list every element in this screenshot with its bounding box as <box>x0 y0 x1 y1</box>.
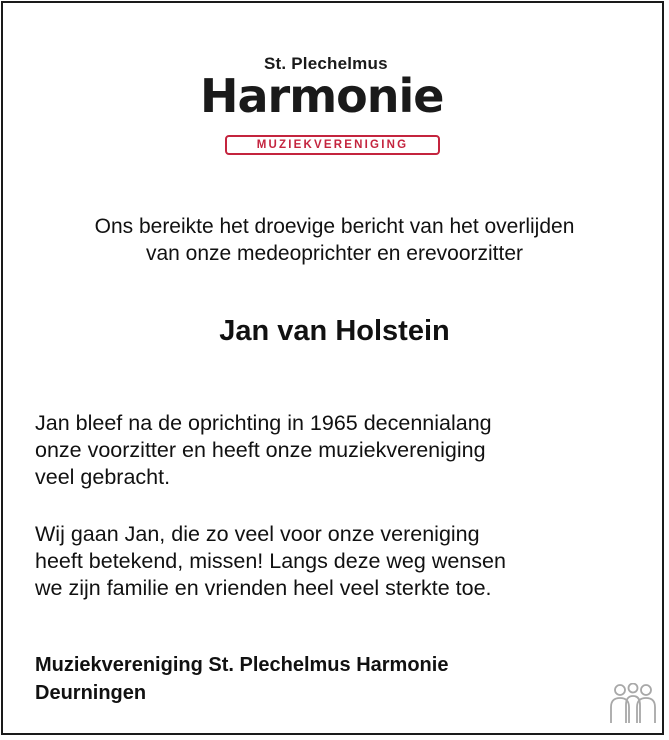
paragraph-line: heeft betekend, missen! Langs deze weg wensen <box>35 549 506 573</box>
signature-line: Deurningen <box>35 682 147 704</box>
paragraph-line: onze voorzitter en heeft onze muziekvereniging <box>35 438 486 462</box>
body-paragraph-2 <box>35 521 635 602</box>
intro-text <box>20 213 649 267</box>
signature <box>35 651 595 707</box>
deceased-name: Jan van Holstein <box>219 315 450 347</box>
body-paragraph-1 <box>35 410 635 491</box>
logo-title: Harmonie <box>200 69 444 123</box>
family-icon <box>607 683 659 725</box>
paragraph-line: veel gebracht. <box>35 465 171 489</box>
intro-line: van onze medeoprichter en erevoorzitter <box>145 242 524 265</box>
intro-line: Ons bereikte het droevige bericht van het overlijden <box>94 215 575 238</box>
association-logo <box>200 52 470 162</box>
paragraph-line: Wij gaan Jan, die zo veel voor onze vereniging <box>35 522 480 546</box>
paragraph-line: we zijn familie en vrienden heel veel sterkte toe. <box>35 576 492 600</box>
logo-badge: MUZIEKVERENIGING <box>225 135 440 155</box>
paragraph-line: Jan bleef na de oprichting in 1965 decennialang <box>35 411 492 435</box>
logo-subtitle: St. Plechelmus <box>264 54 388 73</box>
signature-line: Muziekvereniging St. Plechelmus Harmonie <box>35 654 449 676</box>
